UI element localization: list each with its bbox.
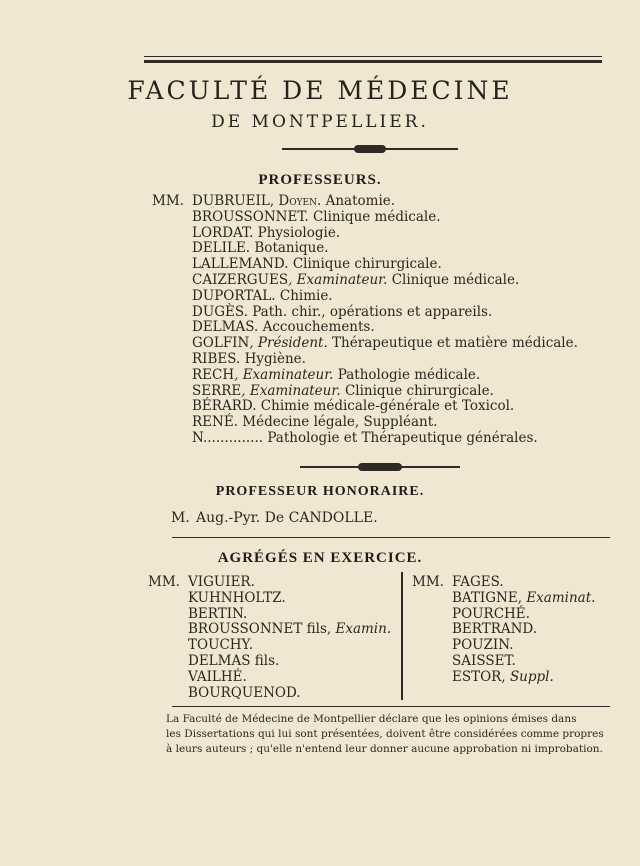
professeur-title: . xyxy=(249,224,254,241)
agrege-row xyxy=(452,621,537,637)
honoraire-prefix: M. xyxy=(171,510,190,526)
agreges-column-divider xyxy=(401,572,403,700)
professeur-name: LALLEMAND xyxy=(192,256,285,273)
agrege-name: VAILHÉ. xyxy=(188,668,247,685)
agrege-note: Examin. xyxy=(335,621,392,638)
professeur-title: . xyxy=(253,319,259,336)
professeur-name: DUBRUEIL xyxy=(192,193,270,209)
professeur-row xyxy=(192,209,441,225)
agrege-name: KUHNHOLTZ. xyxy=(188,589,286,606)
professeur-title: . xyxy=(284,256,289,273)
faculty-subtitle: DE MONTPELLIER. xyxy=(211,112,429,132)
professeur-title: . xyxy=(252,398,257,415)
professeur-title: . xyxy=(233,414,238,431)
professeur-title: , Président. xyxy=(249,335,328,352)
agrege-row xyxy=(452,653,516,669)
professeur-name: N.............. xyxy=(192,430,264,446)
top-rule-thin xyxy=(144,56,602,57)
professeurs-heading: PROFESSEURS. xyxy=(258,172,382,188)
agrege-name: VIGUIER. xyxy=(188,574,255,590)
professeur-title: . xyxy=(245,240,251,257)
professeur-row xyxy=(192,319,375,335)
agrege-name: BERTIN. xyxy=(188,605,248,622)
professeur-row xyxy=(192,193,395,209)
professeur-row xyxy=(192,414,437,430)
professeur-row xyxy=(192,272,519,288)
professeur-row xyxy=(192,256,442,272)
professeur-subject: Pathologie et Thérapeutique générales. xyxy=(267,430,538,446)
agrege-note: Examinat. xyxy=(526,589,596,606)
professeur-row xyxy=(192,288,333,304)
agrege-row xyxy=(188,669,247,685)
professeur-subject: Clinique médicale. xyxy=(312,208,441,225)
professeur-title: , Examinateur. xyxy=(288,272,388,288)
professeur-name: DUGÈS xyxy=(192,303,244,320)
professeur-subject: Clinique chirurgicale. xyxy=(344,382,494,399)
middle-ornament xyxy=(300,466,460,468)
professeur-subject: Médecine légale, Suppléant. xyxy=(242,414,438,431)
agrege-row xyxy=(188,621,391,637)
professeur-subject: Chimie médicale-générale et Toxicol. xyxy=(260,398,515,415)
agrege-row xyxy=(188,590,286,606)
agrege-name: BATIGNE, xyxy=(452,589,523,606)
agreges-left-prefix: MM. xyxy=(148,574,180,590)
professeur-subject: Clinique médicale. xyxy=(391,272,520,288)
professeur-name: RENÉ xyxy=(192,414,234,431)
agrege-name: BERTRAND. xyxy=(452,621,538,638)
professeur-title: . xyxy=(243,303,248,320)
agrege-row xyxy=(188,606,247,622)
agrege-name: DELMAS fils. xyxy=(188,653,280,669)
footnote-line: les Dissertations qui lui sont présentées, doivent être considérées comme propres xyxy=(166,728,604,740)
professeur-subject: Thérapeutique et matière médicale. xyxy=(332,335,578,352)
professeur-name: DELMAS xyxy=(192,319,254,336)
professeur-name: DELILE xyxy=(192,240,246,257)
professeur-row xyxy=(192,304,492,320)
agreges-right-prefix: MM. xyxy=(412,574,444,590)
professeur-subject: Path. chir., opérations et appareils. xyxy=(252,303,493,320)
professeur-name: CAIZERGUES xyxy=(192,272,289,288)
agrege-row xyxy=(452,590,595,606)
professeur-name: BÉRARD xyxy=(192,398,253,415)
agrege-name: TOUCHY. xyxy=(188,637,254,654)
faculty-title: FACULTÉ DE MÉDECINE xyxy=(127,76,513,105)
professeur-subject: Hygiène. xyxy=(244,351,306,367)
professeur-title: , Examinateur. xyxy=(234,366,334,383)
agrege-row xyxy=(452,669,554,685)
professeur-row xyxy=(192,335,578,351)
professeur-subject: Physiologie. xyxy=(257,224,341,241)
professeur-subject: Pathologie médicale. xyxy=(337,366,481,383)
professeur-row xyxy=(192,383,494,399)
professeurs-prefix: MM. xyxy=(152,193,184,209)
professeur-row xyxy=(192,240,329,256)
agrege-note: Suppl. xyxy=(509,668,554,685)
footnote-line: à leurs auteurs ; qu'elle n'entend leur donner aucune approbation ni improbation. xyxy=(166,743,603,755)
professeur-row xyxy=(192,367,480,383)
agrege-row xyxy=(452,637,513,653)
professeur-name: DUPORTAL xyxy=(192,287,272,304)
professeur-title: , Doyen. xyxy=(269,193,322,209)
professeur-row xyxy=(192,351,306,367)
professeur-subject: Chimie. xyxy=(279,287,333,304)
professeur-subject: Clinique chirurgicale. xyxy=(292,256,442,273)
professeur-title: . xyxy=(304,208,309,225)
professeur-name: GOLFIN xyxy=(192,335,250,352)
professeur-row xyxy=(192,398,514,414)
agrege-name: POUZIN. xyxy=(452,637,514,654)
footnote-rule xyxy=(172,706,610,707)
professeur-name: LORDAT xyxy=(192,224,250,241)
agrege-name: BOURQUENOD. xyxy=(188,684,301,701)
professeur-subject: Anatomie. xyxy=(325,193,396,209)
agrege-name: POURCHÉ. xyxy=(452,605,530,622)
agrege-row xyxy=(188,653,279,669)
professeur-row xyxy=(192,225,340,241)
agrege-row xyxy=(188,574,255,590)
professeur-name: RECH xyxy=(192,366,235,383)
agrege-row xyxy=(188,637,253,653)
agrege-row xyxy=(188,685,301,701)
professeur-name: SERRE xyxy=(192,382,242,399)
professeur-title: , Examinateur. xyxy=(241,382,341,399)
agrege-row xyxy=(452,606,530,622)
professeur-name: RIBES xyxy=(192,351,237,367)
title-ornament xyxy=(282,148,458,150)
honoraire-heading: PROFESSEUR HONORAIRE. xyxy=(215,484,425,499)
professeur-title: . xyxy=(271,287,276,304)
top-rule-thick xyxy=(144,60,602,63)
footnote-line: La Faculté de Médecine de Montpellier déclare que les opinions émises dans xyxy=(166,713,577,725)
agrege-name: ESTOR, xyxy=(452,668,506,685)
agrege-name: SAISSET. xyxy=(452,653,516,669)
professeur-row xyxy=(192,430,538,446)
professeur-subject: Botanique. xyxy=(254,240,329,257)
agreges-heading: AGRÉGÉS EN EXERCICE. xyxy=(217,550,423,566)
agrege-row xyxy=(452,574,504,590)
agrege-name: FAGES. xyxy=(452,574,504,590)
agrege-name: BROUSSONNET fils, xyxy=(188,621,332,638)
professeur-name: BROUSSONNET xyxy=(192,208,305,225)
honoraire-name: Aug.-Pyr. De CANDOLLE. xyxy=(196,510,378,526)
professeur-title: . xyxy=(236,351,241,367)
agreges-top-rule xyxy=(172,537,610,538)
professeur-subject: Accouchements. xyxy=(262,319,375,336)
